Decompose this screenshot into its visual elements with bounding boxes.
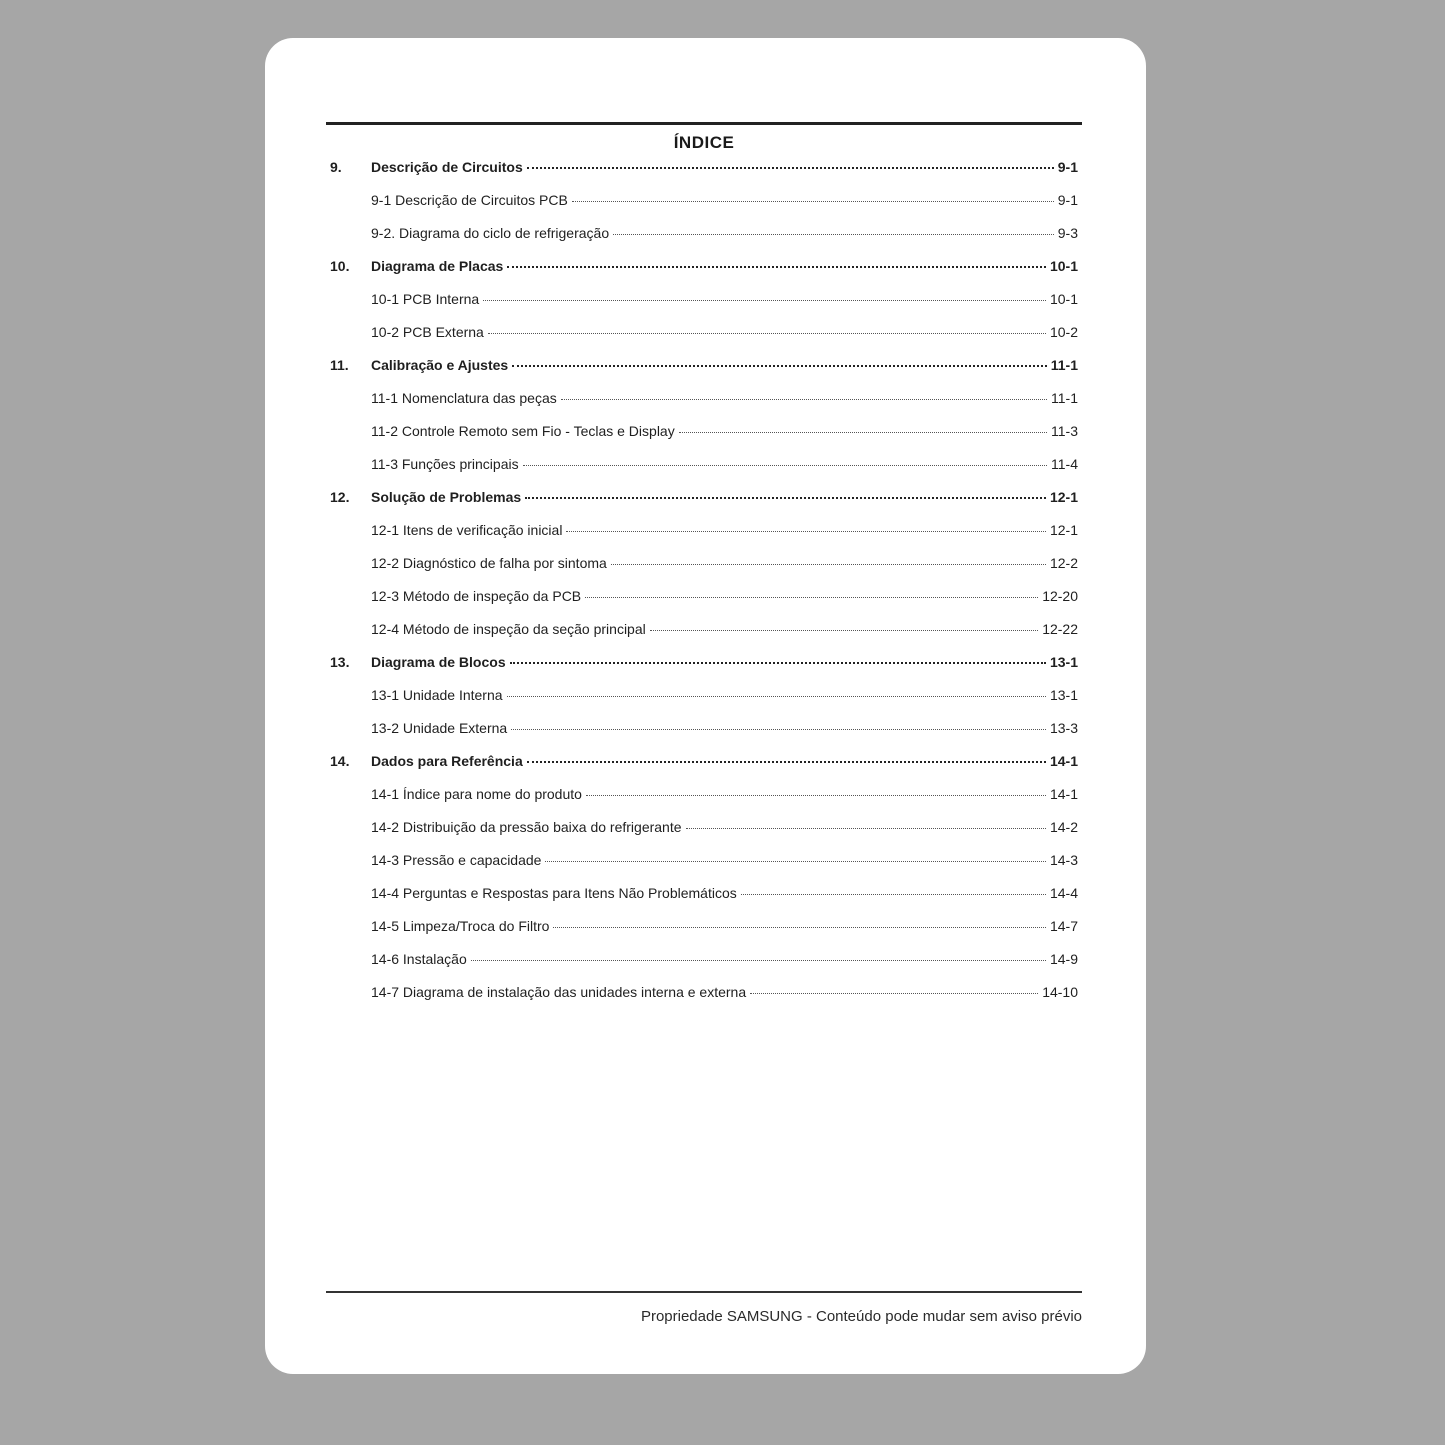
toc-entry-line	[371, 984, 1078, 1000]
toc-entry-number: 12.	[330, 489, 350, 505]
toc-entry-line	[371, 885, 1078, 901]
toc-entry-page: 12-1	[1049, 489, 1078, 505]
toc-section-entry	[326, 413, 1082, 446]
toc-entry-number: 13.	[330, 654, 350, 670]
toc-entry-page: 10-1	[1049, 291, 1078, 307]
toc-section-entry	[326, 677, 1082, 710]
dot-leader	[561, 399, 1047, 400]
toc-entry-line	[371, 225, 1078, 241]
toc-entry-line	[371, 159, 1078, 175]
toc-section-entry	[326, 314, 1082, 347]
toc-entry-page: 14-4	[1049, 885, 1078, 901]
toc-section-entry	[326, 182, 1082, 215]
toc-entry-label: 10-1 PCB Interna	[371, 291, 480, 307]
toc-entry-line	[371, 753, 1078, 769]
dot-leader	[507, 266, 1046, 268]
toc-entry-label: 10-2 PCB Externa	[371, 324, 484, 340]
toc-entry-page: 12-1	[1049, 522, 1078, 538]
page-title: ÍNDICE	[673, 133, 735, 152]
toc-entry-label: 14-5 Limpeza/Troca do Filtro	[371, 918, 550, 934]
toc-entry-page: 10-1	[1049, 258, 1078, 274]
dot-leader	[488, 333, 1046, 334]
toc-entry-label: 13-1 Unidade Interna	[371, 687, 503, 703]
toc-entry-line	[371, 555, 1078, 571]
toc-entry-label: 12-1 Itens de verificação inicial	[371, 522, 563, 538]
toc-entry-page: 11-1	[1051, 390, 1078, 406]
toc-entry-label: 12-2 Diagnóstico de falha por sintoma	[371, 555, 607, 571]
toc-entry-page: 14-3	[1049, 852, 1078, 868]
bottom-rule	[326, 1291, 1082, 1293]
dot-leader	[572, 201, 1054, 202]
toc-entry-line	[371, 357, 1078, 373]
toc-entry-page: 12-20	[1042, 588, 1078, 604]
toc-section-entry	[326, 281, 1082, 314]
toc-entry-label: 14-3 Pressão e capacidade	[371, 852, 542, 868]
dot-leader	[527, 761, 1046, 763]
toc-entry-label: Diagrama de Blocos	[371, 654, 506, 670]
toc-entry-line	[371, 324, 1078, 340]
toc-entry-label: Dados para Referência	[371, 753, 523, 769]
toc-entry-line	[371, 918, 1078, 934]
toc-section-entry	[326, 578, 1082, 611]
toc-section-entry	[326, 875, 1082, 908]
toc-entry-page: 11-3	[1051, 423, 1078, 439]
toc-entry-line	[371, 192, 1078, 208]
toc-entry-label: 14-4 Perguntas e Respostas para Itens Não Problemáticos	[371, 885, 737, 901]
toc-entry-line	[371, 258, 1078, 274]
toc-section-entry	[326, 446, 1082, 479]
toc-entry-line	[371, 951, 1078, 967]
dot-leader	[525, 497, 1046, 499]
toc-entry-label: 12-3 Método de inspeção da PCB	[371, 588, 582, 604]
dot-leader	[586, 795, 1046, 796]
toc-entry-line	[371, 522, 1078, 538]
dot-leader	[483, 300, 1046, 301]
dot-leader	[679, 432, 1047, 433]
toc-section-entry	[326, 842, 1082, 875]
toc-entry-page: 13-1	[1049, 654, 1078, 670]
toc-entry-label: Diagrama de Placas	[371, 258, 504, 274]
toc-entry-label: 13-2 Unidade Externa	[371, 720, 508, 736]
dot-leader	[507, 696, 1046, 697]
dot-leader	[511, 729, 1046, 730]
toc-entry-page: 14-1	[1049, 753, 1078, 769]
toc-entry-line	[371, 687, 1078, 703]
toc-entry-label: 11-1 Nomenclatura das peças	[371, 390, 557, 406]
toc-section-entry	[326, 809, 1082, 842]
dot-leader	[545, 861, 1046, 862]
dot-leader	[750, 993, 1038, 994]
toc-entry-page: 13-3	[1049, 720, 1078, 736]
toc-entry-page: 10-2	[1049, 324, 1078, 340]
toc-entry-label: 9-1 Descrição de Circuitos PCB	[371, 192, 568, 208]
dot-leader	[510, 662, 1046, 664]
toc-entry-label: 9-2. Diagrama do ciclo de refrigeração	[371, 225, 610, 241]
dot-leader	[471, 960, 1046, 961]
toc-entry-label: 14-2 Distribuição da pressão baixa do refrigerante	[371, 819, 682, 835]
toc-entry-page: 11-1	[1050, 357, 1078, 373]
toc-chapter-entry	[326, 149, 1082, 182]
toc-section-entry	[326, 380, 1082, 413]
toc-entry-label: Calibração e Ajustes	[371, 357, 509, 373]
dot-leader	[686, 828, 1046, 829]
toc-entry-page: 14-7	[1049, 918, 1078, 934]
dot-leader	[741, 894, 1046, 895]
toc-entry-number: 11.	[330, 357, 349, 373]
toc-section-entry	[326, 215, 1082, 248]
dot-leader	[613, 234, 1054, 235]
document-page	[265, 38, 1146, 1374]
toc-entry-label: Solução de Problemas	[371, 489, 522, 505]
toc-section-entry	[326, 512, 1082, 545]
toc-entry-line	[371, 291, 1078, 307]
toc-entry-page: 13-1	[1049, 687, 1078, 703]
toc-entry-label: 14-6 Instalação	[371, 951, 467, 967]
toc-section-entry	[326, 941, 1082, 974]
toc-entry-page: 14-10	[1042, 984, 1078, 1000]
table-of-contents	[326, 149, 1082, 1007]
dot-leader	[566, 531, 1046, 532]
dot-leader	[611, 564, 1046, 565]
toc-chapter-entry	[326, 743, 1082, 776]
toc-entry-page: 9-3	[1057, 225, 1078, 241]
toc-entry-label: 14-7 Diagrama de instalação das unidades interna e externa	[371, 984, 747, 1000]
toc-entry-label: 11-3 Funções principais	[371, 456, 519, 472]
dot-leader	[523, 465, 1047, 466]
dot-leader	[512, 365, 1047, 367]
toc-entry-page: 12-22	[1042, 621, 1078, 637]
toc-entry-line	[371, 654, 1078, 670]
toc-entry-line	[371, 621, 1078, 637]
toc-entry-line	[371, 423, 1078, 439]
dot-leader	[553, 927, 1046, 928]
toc-section-entry	[326, 908, 1082, 941]
toc-entry-page: 11-4	[1051, 456, 1078, 472]
toc-entry-page: 14-2	[1049, 819, 1078, 835]
toc-entry-label: 11-2 Controle Remoto sem Fio - Teclas e Display	[371, 423, 675, 439]
toc-entry-label: Descrição de Circuitos	[371, 159, 523, 175]
toc-entry-line	[371, 720, 1078, 736]
toc-entry-line	[371, 588, 1078, 604]
dot-leader	[650, 630, 1038, 631]
toc-section-entry	[326, 776, 1082, 809]
top-rule	[326, 122, 1082, 125]
toc-entry-page: 14-9	[1049, 951, 1078, 967]
toc-entry-line	[371, 786, 1078, 802]
toc-chapter-entry	[326, 479, 1082, 512]
toc-entry-line	[371, 489, 1078, 505]
toc-chapter-entry	[326, 347, 1082, 380]
toc-entry-line	[371, 456, 1078, 472]
toc-entry-page: 9-1	[1057, 192, 1078, 208]
toc-chapter-entry	[326, 644, 1082, 677]
toc-entry-number: 9.	[330, 159, 342, 175]
toc-entry-line	[371, 390, 1078, 406]
toc-section-entry	[326, 545, 1082, 578]
toc-entry-page: 9-1	[1057, 159, 1078, 175]
toc-section-entry	[326, 611, 1082, 644]
footer-text: Propriedade SAMSUNG - Conteúdo pode mudar sem aviso prévio	[640, 1308, 1082, 1325]
toc-chapter-entry	[326, 248, 1082, 281]
toc-entry-page: 14-1	[1049, 786, 1078, 802]
toc-entry-label: 14-1 Índice para nome do produto	[371, 786, 582, 802]
toc-entry-number: 10.	[330, 258, 350, 274]
dot-leader	[585, 597, 1038, 598]
toc-entry-line	[371, 852, 1078, 868]
dot-leader	[527, 167, 1054, 169]
toc-entry-number: 14.	[330, 753, 350, 769]
toc-entry-label: 12-4 Método de inspeção da seção principal	[371, 621, 646, 637]
toc-entry-line	[371, 819, 1078, 835]
toc-section-entry	[326, 974, 1082, 1007]
toc-section-entry	[326, 710, 1082, 743]
toc-entry-page: 12-2	[1049, 555, 1078, 571]
